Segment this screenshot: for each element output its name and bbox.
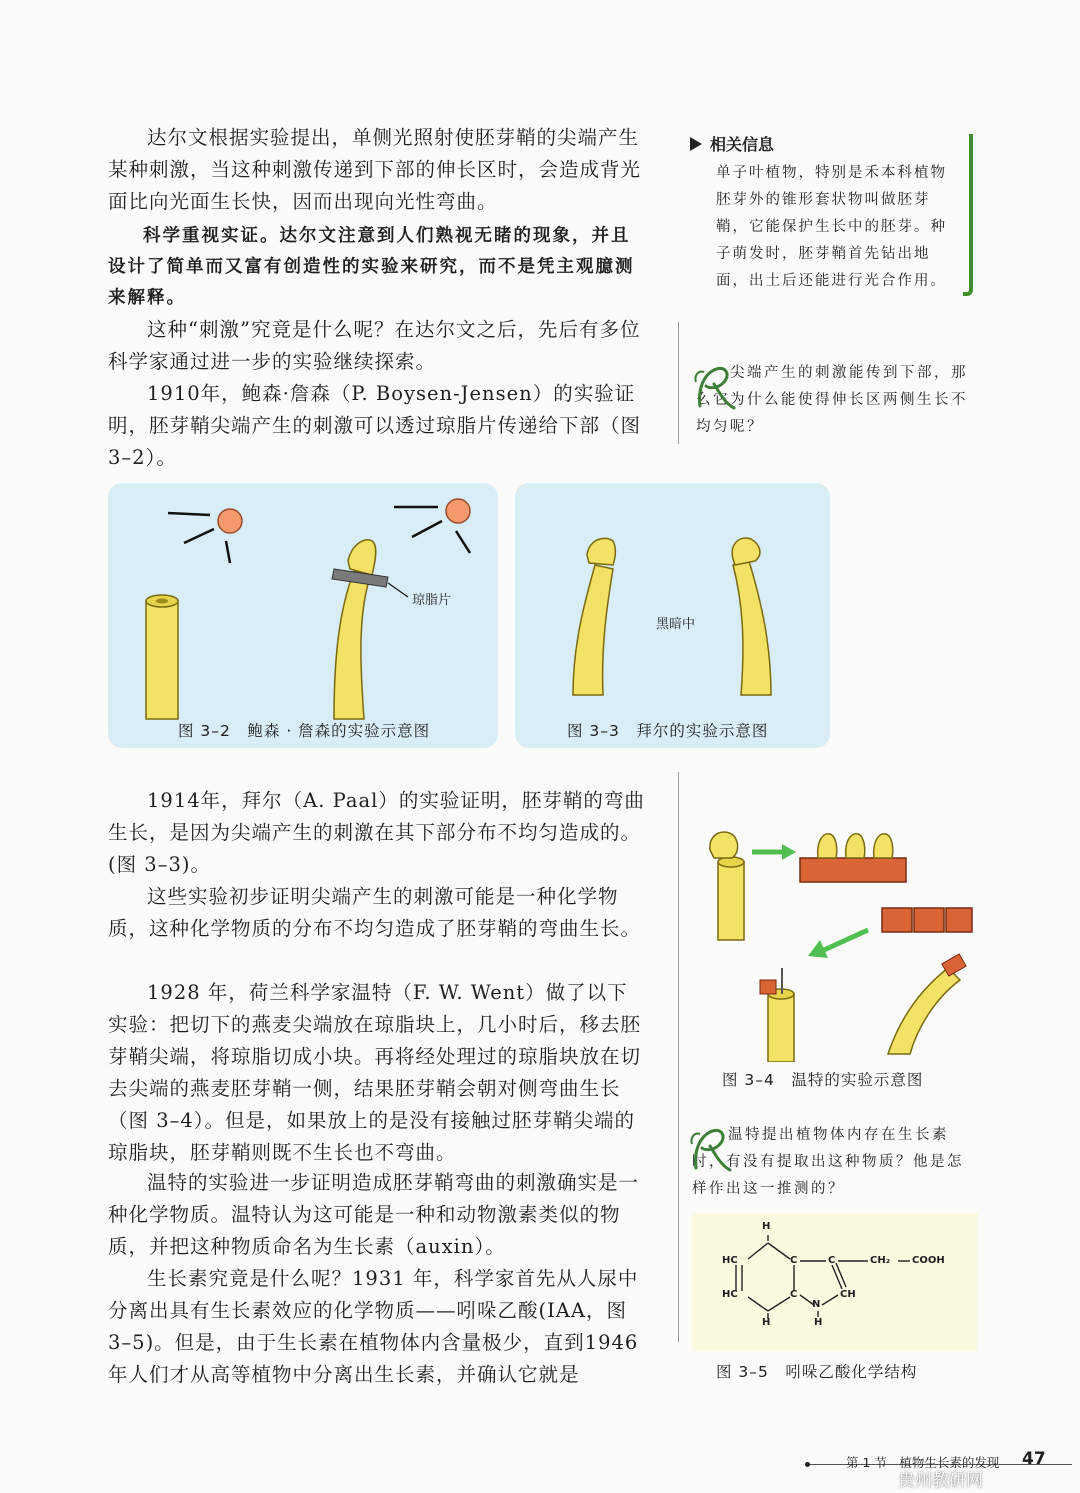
iaa-structure-box <box>692 1213 978 1351</box>
footer-watermark: 贵州教研网 <box>898 1471 983 1491</box>
question-1: 尖端产生的刺激能传到下部，那么它为什么能使得伸长区两侧生长不均匀呢？ <box>696 360 978 441</box>
went-diagram <box>700 822 990 1062</box>
atom-ch2: CH₂ <box>870 1255 891 1266</box>
paragraph-paal: 1914年，拜尔（A. Paal）的实验证明，胚芽鞘的弯曲生长，是因为尖端产生的刺激在其下部分布不均匀造成的。(图 3–3)。 <box>108 789 645 876</box>
paragraph-stimulus: 这种“刺激”究竟是什么呢？在达尔文之后，先后有多位科学家通过进一步的实验继续探索。 <box>108 318 641 373</box>
sun-icon <box>446 499 470 523</box>
paragraph-iaa: 生长素究竟是什么呢？1931 年，科学家首先从人尿中分离出具有生长素效应的化学物质——吲哚乙酸(IAA，图 3–5)。但是，由于生长素在植物体内含量极少，直到1946年人们才从高等植物中分离出生长素，并确认它就是 <box>108 1267 639 1386</box>
side-rule-bottom <box>678 772 679 1342</box>
atom-c-upper: C <box>790 1255 798 1266</box>
sun-icon <box>218 509 242 533</box>
figure-3-2-panel <box>108 483 498 748</box>
green-bracket <box>963 134 973 296</box>
figure-3-2-caption: 图 3–2 鲍森 · 詹森的实验示意图 <box>178 722 431 740</box>
atom-hc-lower: HC <box>722 1289 738 1300</box>
paragraph-chemical: 这些实验初步证明尖端产生的刺激可能是一种化学物质，这种化学物质的分布不均匀造成了胚芽鞘的弯曲生长。 <box>108 885 642 940</box>
related-info-title: 相关信息 <box>690 132 774 155</box>
atom-h-n: H <box>814 1317 823 1328</box>
footer-section: 第 1 节 植物生长素的发现 <box>846 1455 1000 1470</box>
indole-ring-bonds <box>692 1213 978 1351</box>
paragraph-went-conclusion: 温特的实验进一步证明造成胚芽鞘弯曲的刺激确实是一种化学物质。温特认为这可能是一种和动物激素类似的物质，并把这种物质命名为生长素（auxin）。 <box>108 1171 640 1258</box>
figure-3-4-caption: 图 3–4 温特的实验示意图 <box>722 1071 924 1089</box>
atom-h-bottom: H <box>762 1317 771 1328</box>
atom-c-lower: C <box>790 1289 798 1300</box>
related-info-box <box>688 128 973 296</box>
question-r-icon <box>688 1124 732 1176</box>
figure-3-3-caption: 图 3–3 拜尔的实验示意图 <box>567 722 769 740</box>
atom-n: N <box>812 1299 821 1310</box>
atom-hc-upper: HC <box>722 1255 738 1266</box>
paragraph-boysen-jensen: 1910年，鲍森·詹森（P. Boysen-Jensen）的实验证明，胚芽鞘尖端产生的刺激可以透过琼脂片传递给下部（图 3–2）。 <box>108 382 642 469</box>
triangle-bullet-icon <box>690 137 702 151</box>
question-2: 温特提出植物体内存在生长素时，有没有提取出这种物质？他是怎样作出这一推测的？ <box>692 1122 978 1203</box>
paragraph-darwin: 达尔文根据实验提出，单侧光照射使胚芽鞘的尖端产生某种刺激，当这种刺激传递到下部的伸长区时，会造成背光面比向光面生长快，因而出现向光性弯曲。 <box>108 126 642 213</box>
figure-3-3-panel <box>515 483 830 748</box>
boysen-jensen-diagram <box>108 483 498 748</box>
paragraph-evidence: 科学重视实证。达尔文注意到人们熟视无睹的现象，并且设计了简单而又富有创造性的实验来研究，而不是凭主观臆测来解释。 <box>108 226 635 308</box>
footer-page-number: 47 <box>1022 1449 1046 1469</box>
darkness-label: 黑暗中 <box>656 617 696 632</box>
paragraph-went: 1928 年，荷兰科学家温特（F. W. Went）做了以下实验：把切下的燕麦尖端放在琼脂块上，几小时后，移去胚芽鞘尖端，将琼脂切成小块。再将经处理过的琼脂块放在切去尖端的燕麦胚芽鞘一侧，结果胚芽鞘会朝对侧弯曲生长（图 3–4）。但是，如果放上的是没有接触过胚芽鞘尖端的琼脂块，胚芽鞘则既不生长也不弯曲。 <box>108 981 642 1164</box>
agar-sheet-label: 琼脂片 <box>412 593 452 608</box>
question-r-icon <box>692 362 736 414</box>
atom-h-top: H <box>762 1221 771 1232</box>
figure-3-5-caption: 图 3–5 吲哚乙酸化学结构 <box>716 1363 918 1381</box>
atom-c-right: C <box>828 1255 836 1266</box>
atom-cooh: COOH <box>912 1255 945 1266</box>
side-rule-top <box>678 322 679 444</box>
atom-ch: CH <box>840 1289 856 1300</box>
related-info-text: 单子叶植物，特别是禾本科植物胚芽外的锥形套状物叫做胚芽鞘，它能保护生长中的胚芽。种子萌发时，胚芽鞘首先钻出地面，出土后还能进行光合作用。 <box>716 165 947 289</box>
